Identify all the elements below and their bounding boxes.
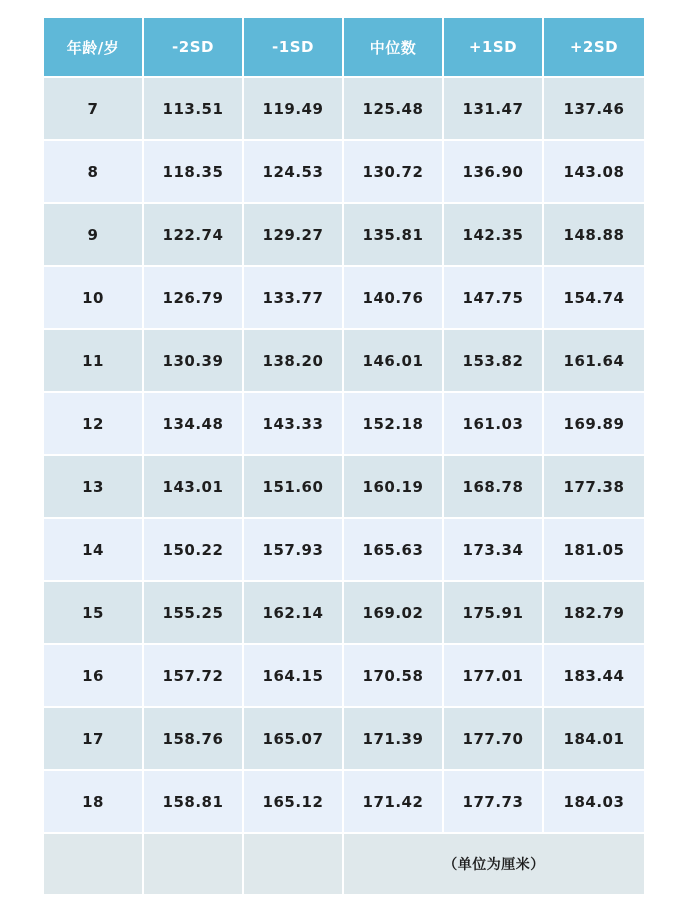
cell-minus-2sd: 113.51: [144, 78, 244, 141]
empty-cell: [44, 834, 144, 894]
cell-minus-2sd: 158.81: [144, 771, 244, 834]
cell-minus-1sd: 119.49: [244, 78, 344, 141]
cell-minus-2sd: 118.35: [144, 141, 244, 204]
cell-age: 16: [44, 645, 144, 708]
cell-plus-2sd: 183.44: [544, 645, 644, 708]
table-row: [44, 771, 644, 834]
cell-median: 169.02: [344, 582, 444, 645]
table-row: [44, 330, 644, 393]
cell-minus-2sd: 150.22: [144, 519, 244, 582]
cell-minus-1sd: 164.15: [244, 645, 344, 708]
cell-age: 10: [44, 267, 144, 330]
cell-plus-2sd: 154.74: [544, 267, 644, 330]
table-row: [44, 456, 644, 519]
cell-age: 12: [44, 393, 144, 456]
cell-median: 152.18: [344, 393, 444, 456]
cell-age: 17: [44, 708, 144, 771]
table-row: [44, 708, 644, 771]
header-median: 中位数: [344, 18, 444, 78]
cell-median: 130.72: [344, 141, 444, 204]
header-minus-2sd: -2SD: [144, 18, 244, 78]
cell-age: 11: [44, 330, 144, 393]
cell-median: 146.01: [344, 330, 444, 393]
cell-plus-2sd: 184.03: [544, 771, 644, 834]
header-row: [44, 18, 644, 78]
cell-median: 171.39: [344, 708, 444, 771]
table-row: [44, 645, 644, 708]
cell-minus-1sd: 157.93: [244, 519, 344, 582]
cell-median: 171.42: [344, 771, 444, 834]
cell-plus-1sd: 177.73: [444, 771, 544, 834]
cell-minus-1sd: 124.53: [244, 141, 344, 204]
cell-minus-2sd: 126.79: [144, 267, 244, 330]
cell-age: 13: [44, 456, 144, 519]
header-plus-2sd: +2SD: [544, 18, 644, 78]
table-body: [44, 78, 644, 894]
cell-plus-2sd: 181.05: [544, 519, 644, 582]
cell-age: 18: [44, 771, 144, 834]
cell-minus-2sd: 130.39: [144, 330, 244, 393]
cell-age: 8: [44, 141, 144, 204]
table-row: [44, 519, 644, 582]
cell-median: 160.19: [344, 456, 444, 519]
cell-plus-1sd: 153.82: [444, 330, 544, 393]
cell-plus-2sd: 184.01: [544, 708, 644, 771]
table-row: [44, 78, 644, 141]
cell-minus-2sd: 158.76: [144, 708, 244, 771]
cell-age: 15: [44, 582, 144, 645]
header-minus-1sd: -1SD: [244, 18, 344, 78]
cell-plus-1sd: 177.01: [444, 645, 544, 708]
cell-minus-1sd: 143.33: [244, 393, 344, 456]
empty-cell: [244, 834, 344, 894]
cell-minus-1sd: 162.14: [244, 582, 344, 645]
cell-plus-1sd: 177.70: [444, 708, 544, 771]
table-row: [44, 267, 644, 330]
table-footer-row: [44, 834, 644, 894]
cell-age: 7: [44, 78, 144, 141]
table-row: [44, 204, 644, 267]
cell-minus-1sd: 138.20: [244, 330, 344, 393]
cell-plus-1sd: 147.75: [444, 267, 544, 330]
cell-minus-2sd: 143.01: [144, 456, 244, 519]
cell-plus-2sd: 182.79: [544, 582, 644, 645]
cell-plus-1sd: 175.91: [444, 582, 544, 645]
cell-minus-1sd: 133.77: [244, 267, 344, 330]
cell-median: 125.48: [344, 78, 444, 141]
cell-age: 9: [44, 204, 144, 267]
cell-median: 135.81: [344, 204, 444, 267]
cell-median: 140.76: [344, 267, 444, 330]
cell-minus-1sd: 165.12: [244, 771, 344, 834]
cell-plus-1sd: 173.34: [444, 519, 544, 582]
cell-plus-1sd: 142.35: [444, 204, 544, 267]
header-age: 年龄/岁: [44, 18, 144, 78]
height-table-container: [44, 18, 644, 894]
table-row: [44, 582, 644, 645]
height-standard-table: [44, 18, 644, 894]
cell-minus-1sd: 165.07: [244, 708, 344, 771]
cell-plus-1sd: 161.03: [444, 393, 544, 456]
cell-minus-1sd: 129.27: [244, 204, 344, 267]
unit-note: （单位为厘米）: [344, 834, 644, 894]
table-header: [44, 18, 644, 78]
header-plus-1sd: +1SD: [444, 18, 544, 78]
empty-cell: [144, 834, 244, 894]
cell-plus-1sd: 168.78: [444, 456, 544, 519]
cell-plus-2sd: 137.46: [544, 78, 644, 141]
cell-minus-2sd: 122.74: [144, 204, 244, 267]
cell-plus-2sd: 169.89: [544, 393, 644, 456]
cell-plus-2sd: 161.64: [544, 330, 644, 393]
table-row: [44, 393, 644, 456]
table-row: [44, 141, 644, 204]
cell-age: 14: [44, 519, 144, 582]
cell-minus-1sd: 151.60: [244, 456, 344, 519]
cell-plus-1sd: 136.90: [444, 141, 544, 204]
cell-median: 165.63: [344, 519, 444, 582]
cell-plus-2sd: 177.38: [544, 456, 644, 519]
cell-minus-2sd: 134.48: [144, 393, 244, 456]
cell-plus-1sd: 131.47: [444, 78, 544, 141]
cell-minus-2sd: 155.25: [144, 582, 244, 645]
cell-plus-2sd: 143.08: [544, 141, 644, 204]
cell-plus-2sd: 148.88: [544, 204, 644, 267]
cell-minus-2sd: 157.72: [144, 645, 244, 708]
cell-median: 170.58: [344, 645, 444, 708]
